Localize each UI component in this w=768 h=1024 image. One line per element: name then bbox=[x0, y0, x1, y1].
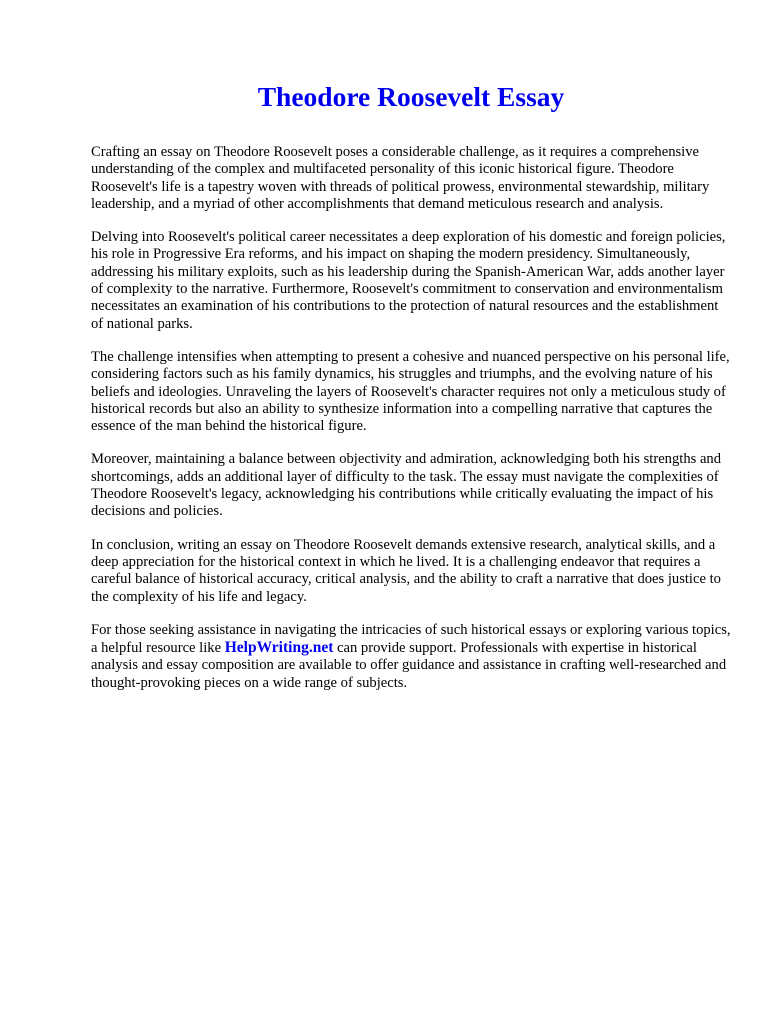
helpwriting-link[interactable]: HelpWriting.net bbox=[224, 639, 334, 657]
resource-text-before-link: For those seeking assistance in navigating the intricacies of such historical essays or exploring various topics, a helpful resource like bbox=[91, 621, 731, 657]
paragraph-balance: Moreover, maintaining a balance between objectivity and admiration, acknowledging both his strengths and shortcomings, adds an additional layer of difficulty to the task. The essay must navigate the complexities of Theodore Roosevelt's legacy, acknowledging his contributions while critically evaluating the impact of his decisions and policies. bbox=[91, 451, 722, 520]
document-title: Theodore Roosevelt Essay bbox=[257, 81, 565, 112]
paragraph-resource bbox=[91, 622, 731, 692]
document-body bbox=[91, 144, 731, 692]
paragraph-personal-life: The challenge intensifies when attempting to present a cohesive and nuanced perspective on his personal life, considering factors such as his family dynamics, his struggles and triumphs, and the evolving nature of his beliefs and ideologies. Unraveling the layers of Roosevelt's character requires not only a meticulous study of historical records but also an ability to synthesize information into a compelling narrative that captures the essence of the man behind the historical figure. bbox=[91, 348, 730, 435]
paragraph-political-career: Delving into Roosevelt's political career necessitates a deep exploration of his domestic and foreign policies, his role in Progressive Era reforms, and his impact on shaping the modern presidency. Simultaneously, addressing his military exploits, such as his leadership during the Spanish-American War, adds another layer of complexity to the narrative. Furthermore, Roosevelt's commitment to conservation and environmentalism necessitates an examination of his contributions to the protection of natural resources and the establishment of national parks. bbox=[91, 229, 726, 332]
paragraph-conclusion: In conclusion, writing an essay on Theodore Roosevelt demands extensive research, analytical skills, and a deep appreciation for the historical context in which he lived. It is a challenging endeavor that requires a careful balance of historical accuracy, critical analysis, and the ability to craft a narrative that does justice to the complexity of his life and legacy. bbox=[91, 536, 721, 605]
document-page bbox=[91, 80, 731, 708]
paragraph-introduction: Crafting an essay on Theodore Roosevelt poses a considerable challenge, as it requires a comprehensive understanding of the complex and multifaceted personality of this iconic historical figure. Theodore Roosevelt's life is a tapestry woven with threads of political prowess, environmental stewardship, military leadership, and a myriad of other accomplishments that demand meticulous research and analysis. bbox=[91, 144, 710, 212]
resource-text-after-link: can provide support. Professionals with expertise in historical analysis and essay composition are available to offer guidance and assistance in crafting well-researched and thought-provoking pieces on a wide range of subjects. bbox=[91, 640, 727, 691]
